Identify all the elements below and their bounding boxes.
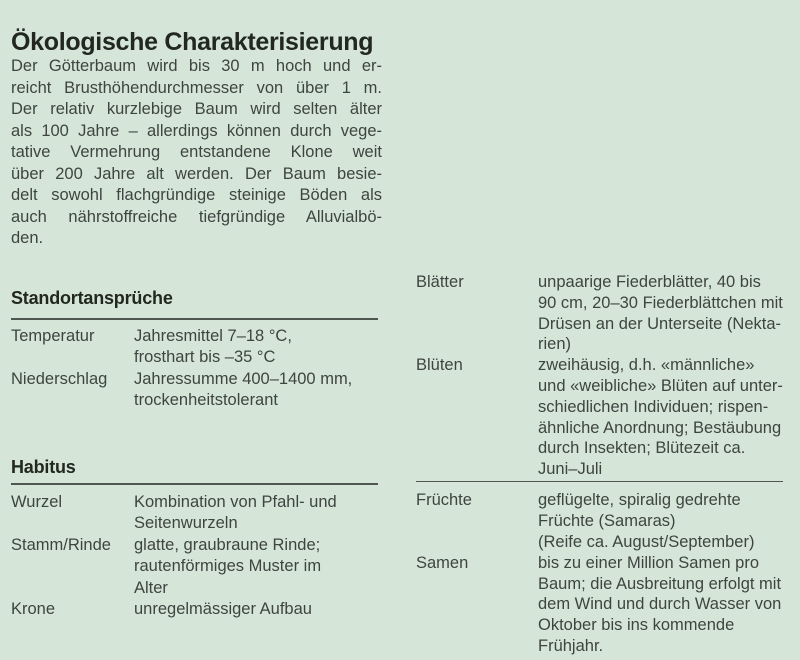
table-row-niederschlag — [11, 369, 378, 412]
row-label: Niederschlag — [11, 369, 108, 388]
row-label: Temperatur — [11, 326, 95, 345]
row-label: Blüten — [416, 356, 463, 375]
table-row-fruechte — [416, 490, 786, 552]
habitus-table — [11, 492, 378, 621]
table-row-wurzel — [11, 492, 378, 535]
row-value: unregelmässiger Aufbau — [134, 600, 312, 618]
row-value: geflügelte, spiralig gedrehte Früchte (Samaras) (Reife ca. August/September) — [538, 491, 755, 552]
table-row-krone — [11, 599, 378, 621]
section-habitus — [11, 456, 378, 621]
morphology-table — [416, 272, 786, 480]
row-value: Kombination von Pfahl- und Seitenwurzeln — [134, 492, 337, 532]
right-column — [416, 0, 786, 660]
row-label: Wurzel — [11, 492, 63, 511]
row-value: bis zu einer Million Samen pro Baum; die Ausbreitung erfolgt mit dem Wind und durch Wasser von Oktober bis ins kommende Frühjahr. — [538, 553, 782, 656]
row-label: Blätter — [416, 273, 464, 291]
table-row-samen — [416, 553, 786, 657]
table-row-blueten — [416, 355, 786, 480]
section-heading-standortansprueche: Standortansprüche — [11, 288, 173, 308]
row-value: Jahresmittel 7–18 °C, frosthart bis –35 °C — [134, 326, 292, 366]
intro-paragraph: Der Götterbaum wird bis 30 m hoch und er- reicht Brusthöhendurchmesser von über 1 m. Der relativ kurzlebige Baum wird selten älter als 100 Jahre – allerdings können durch vege- tative Vermehrung entstandene Klone weit über 200 Jahre alt werden. Der Baum besie- delt sowohl flachgründige steinige Böden als auch nährstoffreiche tiefgründige Alluvialbö- den. — [11, 57, 382, 247]
heading-rule — [11, 318, 378, 320]
row-label: Krone — [11, 600, 56, 618]
right-tables — [416, 266, 786, 657]
section-heading-habitus: Habitus — [11, 457, 76, 477]
section-standortansprueche — [11, 287, 378, 412]
row-label: Früchte — [416, 491, 472, 510]
reproduction-table — [416, 490, 786, 656]
page-title: Ökologische Charakterisierung — [11, 27, 374, 56]
left-column — [11, 0, 382, 660]
row-label: Stamm/Rinde — [11, 535, 111, 554]
row-value: Jahressumme 400–1400 mm, trockenheitstolerant — [134, 369, 353, 409]
row-value: unpaarige Fiederblätter, 40 bis 90 cm, 20–30 Fiederblättchen mit Drüsen an der Unterseite (Nekta- rien) — [538, 273, 783, 354]
table-row-stamm-rinde — [11, 535, 378, 600]
table-row-temperatur — [11, 326, 378, 369]
table-row-blaetter — [416, 272, 786, 355]
row-value: glatte, graubraune Rinde; rautenförmiges Muster im Alter — [134, 535, 322, 597]
section-divider-rule — [416, 481, 783, 483]
row-label: Samen — [416, 553, 469, 572]
heading-rule — [11, 483, 378, 485]
standort-table — [11, 326, 378, 412]
row-value: zweihäusig, d.h. «männliche» und «weibliche» Blüten auf unter- schiedlichen Individuen; rispen- ähnliche Anordnung; Bestäubung durch Insekten; Blütezeit ca. Juni–Juli — [538, 356, 783, 479]
